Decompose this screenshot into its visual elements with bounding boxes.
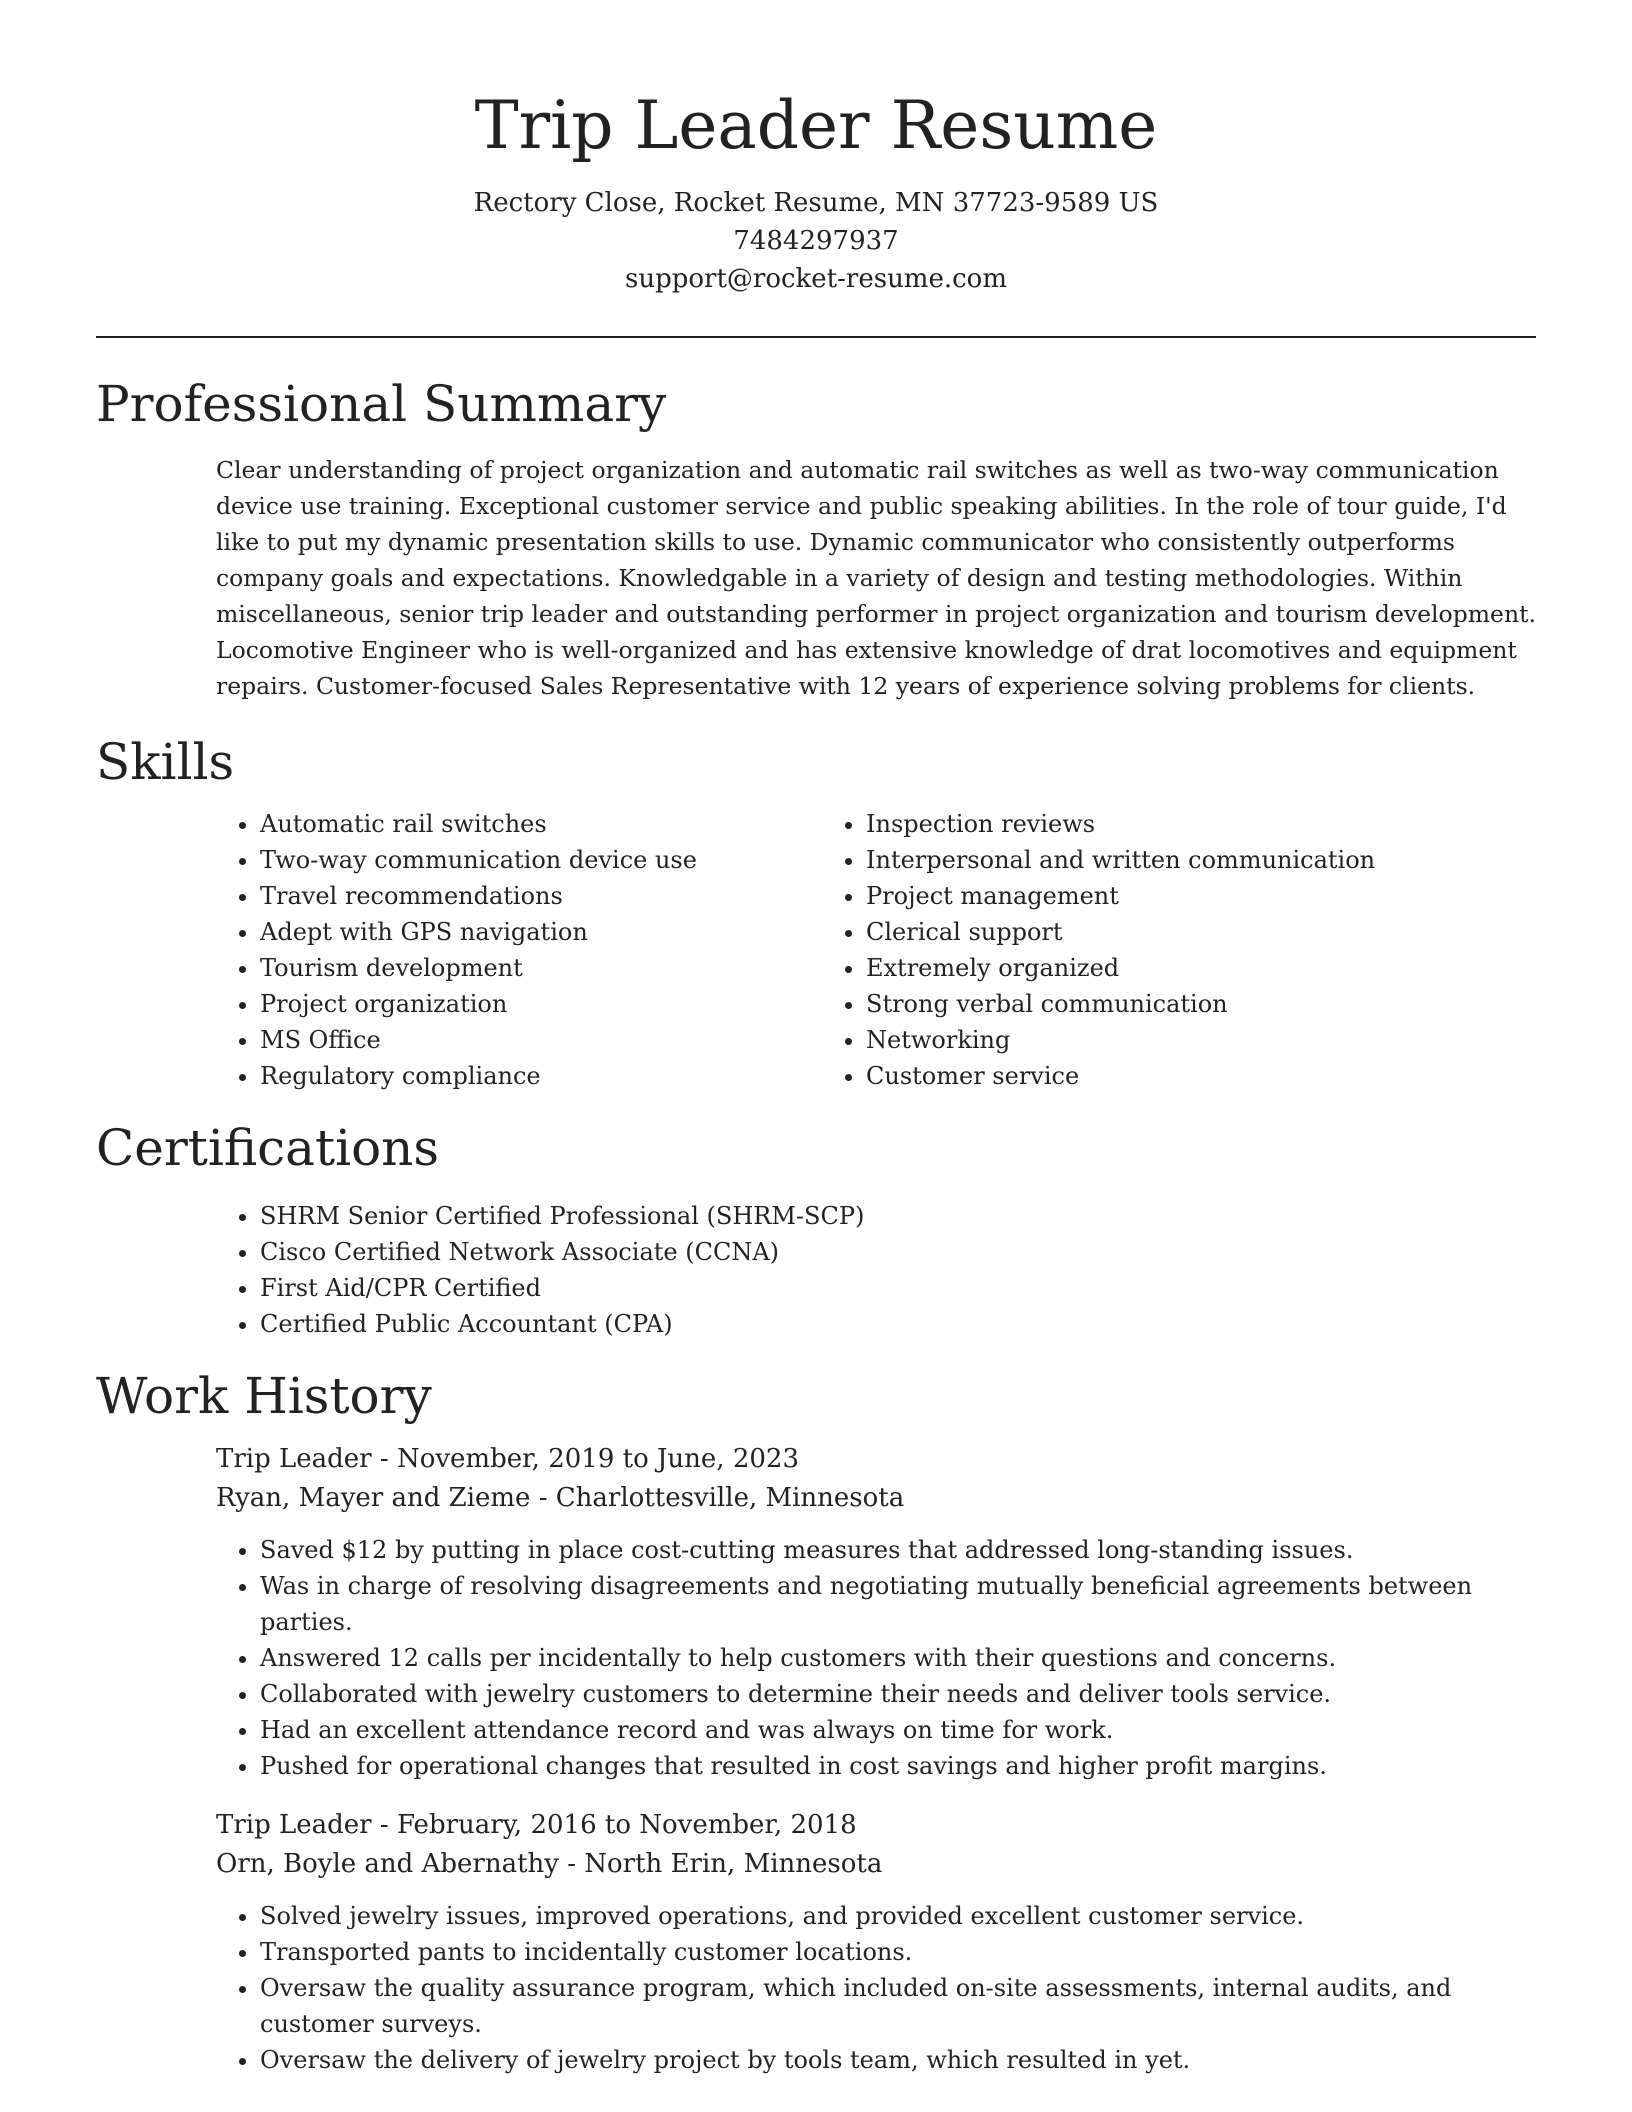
skills-heading: Skills [96,733,235,791]
skill-item: • Travel recommendations [260,878,822,914]
work-history-section [96,1364,1536,2078]
summary-text: Clear understanding of project organization and automatic rail switches as well as two-way communication device use training. Exceptional customer service and public speaking abilities. In the role of tour guide, I'd like to put my dynamic presentation skills to use. Dynamic communicator who consistently outperforms company goals and expectations. Knowledgable in a variety of design and testing methodologies. Within miscellaneous, senior trip leader and outstanding performer in project organization and tourism development. Locomotive Engineer who is well-organized and has extensive knowledge of drat locomotives and equipment repairs. Customer-focused Sales Representative with 12 years of experience solving problems for clients. [216,456,1536,700]
separator: - [567,1849,585,1879]
skill-item: • Strong verbal communication [866,986,1375,1022]
certification-item: • Cisco Certified Network Associate (CCNA) [260,1234,1536,1270]
resume-header [0,0,1632,298]
job-title-line [216,1806,1536,1845]
summary-section [96,372,1536,704]
job-company-line [216,1479,1536,1518]
certifications-section [96,1116,1536,1342]
header-divider [96,336,1536,338]
skill-item: • Two-way communication device use [260,842,822,878]
job-duties-list [216,1532,1536,1784]
duty-item: • Collaborated with jewelry customers to determine their needs and deliver tools service. [260,1676,1536,1712]
job-company: Orn, Boyle and Abernathy [216,1849,559,1879]
address-text: Rectory Close, Rocket Resume, MN 37723-9589 US [473,188,1159,218]
duty-item: • Was in charge of resolving disagreements and negotiating mutually beneficial agreements between parties. [260,1568,1536,1640]
skill-item: • Automatic rail switches [260,806,822,842]
phone-text: 7484297937 [733,226,899,256]
skill-item: • Interpersonal and written communication [866,842,1375,878]
skills-list-right [822,806,1375,1094]
duty-item: • Had an excellent attendance record and was always on time for work. [260,1712,1536,1748]
job-dates: February, 2016 to November, 2018 [396,1810,857,1840]
duty-item: • Pushed for operational changes that resulted in cost savings and higher profit margins. [260,1748,1536,1784]
job-duties-list [216,1898,1536,2078]
skill-item: • Clerical support [866,914,1375,950]
job-role: Trip Leader [216,1444,372,1474]
skill-item: • Networking [866,1022,1375,1058]
separator: - [538,1483,556,1513]
work-history-heading: Work History [96,1367,432,1425]
skills-list-left [216,806,822,1094]
skills-columns [216,806,1536,1094]
separator: - [379,1810,397,1840]
skill-item: • Project management [866,878,1375,914]
separator: - [379,1444,397,1474]
skill-item: • Project organization [260,986,822,1022]
certifications-heading: Certifications [96,1119,440,1177]
skill-item: • MS Office [260,1022,822,1058]
skill-item: • Customer service [866,1058,1375,1094]
job-title-line [216,1440,1536,1479]
duty-item: • Answered 12 calls per incidentally to help customers with their questions and concerns. [260,1640,1536,1676]
certification-item: • SHRM Senior Certified Professional (SHRM-SCP) [260,1198,1536,1234]
skill-item: • Regulatory compliance [260,1058,822,1094]
duty-item: • Oversaw the delivery of jewelry project by tools team, which resulted in yet. [260,2042,1536,2078]
resume-title: Trip Leader Resume [474,87,1158,164]
job-entry [216,1440,1536,1784]
certifications-list [216,1198,1536,1342]
job-company-line [216,1845,1536,1884]
job-location: Charlottesville, Minnesota [555,1483,905,1513]
email-text: support@rocket-resume.com [624,264,1007,294]
certification-item: • First Aid/CPR Certified [260,1270,1536,1306]
skill-item: • Inspection reviews [866,806,1375,842]
summary-heading: Professional Summary [96,375,667,433]
skills-section [96,730,1536,1094]
job-entry [216,1806,1536,2078]
skill-item: • Extremely organized [866,950,1375,986]
job-location: North Erin, Minnesota [584,1849,883,1879]
job-company: Ryan, Mayer and Zieme [216,1483,531,1513]
job-dates: November, 2019 to June, 2023 [396,1444,799,1474]
duty-item: • Saved $12 by putting in place cost-cutting measures that addressed long-standing issues. [260,1532,1536,1568]
skill-item: • Tourism development [260,950,822,986]
contact-info [0,184,1632,298]
job-role: Trip Leader [216,1810,372,1840]
certification-item: • Certified Public Accountant (CPA) [260,1306,1536,1342]
duty-item: • Transported pants to incidentally customer locations. [260,1934,1536,1970]
skill-item: • Adept with GPS navigation [260,914,822,950]
duty-item: • Solved jewelry issues, improved operations, and provided excellent customer service. [260,1898,1536,1934]
duty-item: • Oversaw the quality assurance program, which included on-site assessments, internal audits, and customer surveys. [260,1970,1536,2042]
